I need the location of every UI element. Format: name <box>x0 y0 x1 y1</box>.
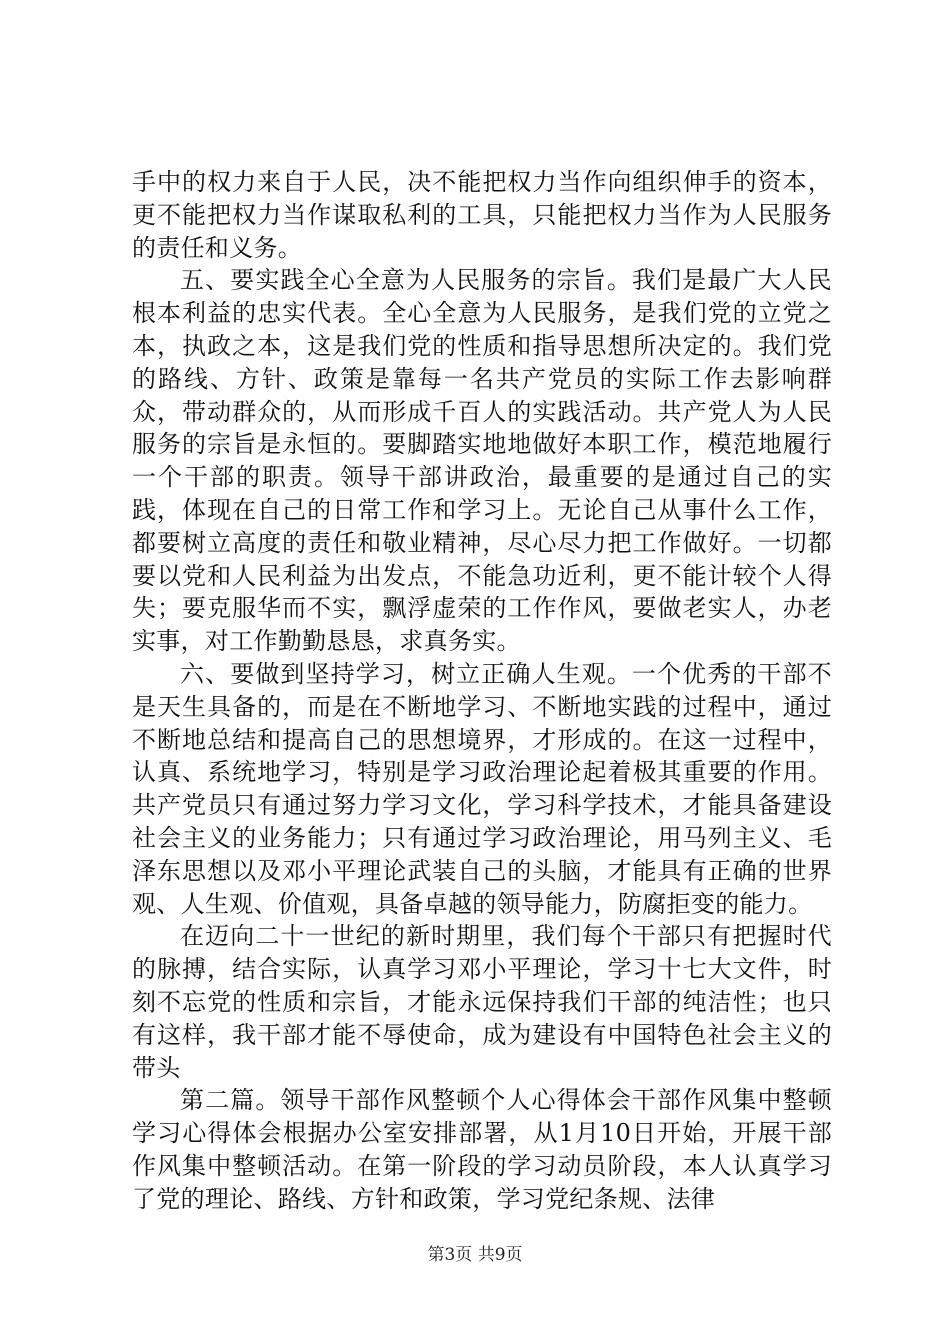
paragraph-five: 五、要实践全心全意为人民服务的宗旨。我们是最广大人民根本利益的忠实代表。全心全意为人民服务，是我们党的立党之本，执政之本，这是我们党的性质和指导思想所决定的。我们党的路线、方针、政策是靠每一名共产党员的实际工作去影响群众，带动群众的，从而形成千百人的实践活动。共产党人为人民服务的宗旨是永恒的。要脚踏实地地做好本职工作，模范地履行一个干部的职责。领导干部讲政治，最重要的是通过自己的实践，体现在自己的日常工作和学习上。无论自己从事什么工作，都要树立高度的责任和敬业精神，尽心尽力把工作做好。一切都要以党和人民利益为出发点，不能急功近利，更不能计较个人得失；要克服华而不实，飘浮虚荣的工作作风，要做老实人，办老实事，对工作勤勤恳恳，求真务实。 <box>132 266 832 656</box>
page-number-footer: 第3页 共9页 <box>427 1245 523 1265</box>
paragraph-continuation: 手中的权力来自于人民，决不能把权力当作向组织伸手的资本，更不能把权力当作谋取私利的工具，只能把权力当作为人民服务的责任和义务。 <box>132 168 832 262</box>
paragraph-six: 六、要做到坚持学习，树立正确人生观。一个优秀的干部不是天生具备的，而是在不断地学习、不断地实践的过程中，通过不断地总结和提高自己的思想境界，才形成的。在这一过程中，认真、系统地学习，特别是学习政治理论起着极其重要的作用。共产党员只有通过努力学习文化，学习科学技术，才能具备建设社会主义的业务能力；只有通过学习政治理论，用马列主义、毛泽东思想以及邓小平理论武装自己的头脑，才能具有正确的世界观、人生观、价值观，具备卓越的领导能力，防腐拒变的能力。 <box>132 659 832 918</box>
paragraph-second-article: 第二篇。领导干部作风整顿个人心得体会干部作风集中整顿学习心得体会根据办公室安排部署，从1月10日开始，开展干部作风集中整顿活动。在第一阶段的学习动员阶段，本人认真学习了党的理论、路线、方针和政策，学习党纪条规、法律 <box>132 1086 832 1213</box>
paragraph-conclusion: 在迈向二十一世纪的新时期里，我们每个干部只有把握时代的脉搏，结合实际，认真学习邓小平理论，学习十七大文件，时刻不忘党的性质和宗旨，才能永远保持我们干部的纯洁性；也只有这样，我干部才能不辱使命，成为建设有中国特色社会主义的带头 <box>132 922 832 1082</box>
document-body <box>132 166 832 1216</box>
